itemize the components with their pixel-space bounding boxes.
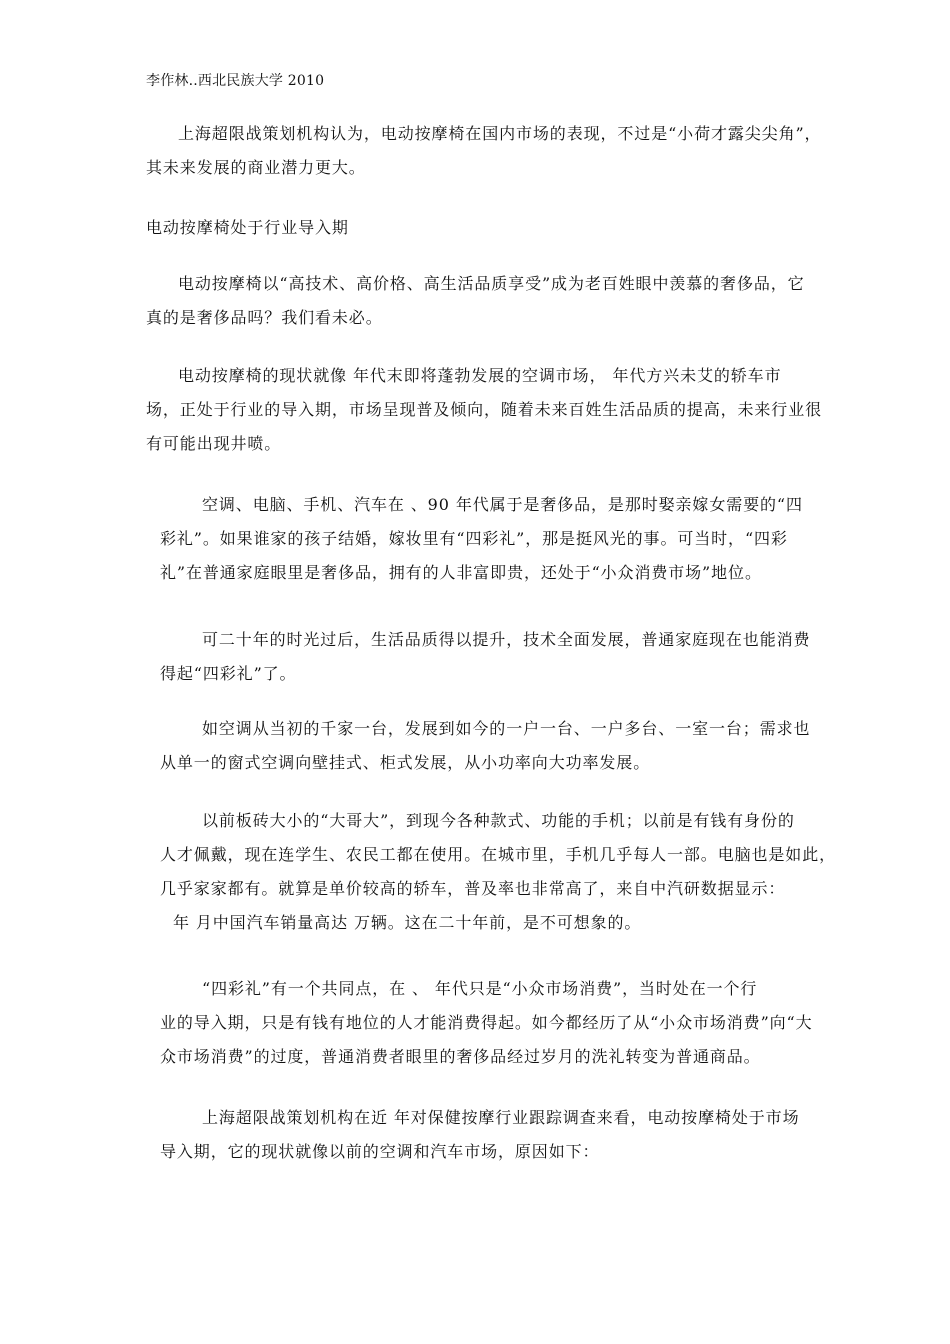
text-line: 电动按摩椅以“高技术、高价格、高生活品质享受”成为老百姓眼中羡慕的奢侈品，它 <box>178 274 805 293</box>
text-line: 真的是奢侈品吗？我们看未必。 <box>146 308 383 327</box>
paragraph-conclusion <box>160 1101 800 1169</box>
paragraph-common-point <box>160 972 813 1074</box>
text-line: 以前板砖大小的“大哥大”，到现今各种款式、功能的手机；以前是有钱有身份的 <box>202 811 795 830</box>
paragraph-air-conditioner <box>160 712 810 780</box>
text-line: 上海超限战策划机构认为，电动按摩椅在国内市场的表现，不过是“小荷才露尖尖角”， <box>178 124 822 143</box>
paragraph-twenty-years <box>160 623 810 691</box>
page-header: 李作林..西北民族大学 2010 <box>146 73 325 89</box>
text-line: 其未来发展的商业潜力更大。 <box>146 158 366 177</box>
text-line: 业的导入期，只是有钱有地位的人才能消费得起。如今都经历了从“小众市场消费”向“大 <box>160 1013 813 1032</box>
text-line: 空调、电脑、手机、汽车在 、90 年代属于是奢侈品，是那时娶亲嫁女需要的“四 <box>202 495 803 514</box>
paragraph-intro <box>146 117 821 185</box>
text-line: 如空调从当初的千家一台，发展到如今的一户一台、一户多台、一室一台；需求也 <box>202 719 811 738</box>
text-line: 人才佩戴，现在连学生、农民工都在使用。在城市里，手机几乎每人一部。电脑也是如此， <box>160 845 837 864</box>
text-line: 礼”在普通家庭眼里是奢侈品，拥有的人非富即贵，还处于“小众消费市场”地位。 <box>160 563 762 582</box>
text-line: 年 月中国汽车销量高达 万辆。这在二十年前，是不可想象的。 <box>173 913 642 932</box>
text-line: 可二十年的时光过后，生活品质得以提升，技术全面发展，普通家庭现在也能消费 <box>202 630 811 649</box>
text-line: 有可能出现井喷。 <box>146 434 282 453</box>
paragraph-current-state <box>146 359 822 461</box>
paragraph-four-gifts <box>160 488 803 590</box>
text-line: 彩礼”。如果谁家的孩子结婚，嫁妆里有“四彩礼”，那是挺风光的事。可当时，“四彩 <box>160 529 788 548</box>
text-line: 导入期，它的现状就像以前的空调和汽车市场，原因如下： <box>160 1142 600 1161</box>
paragraph-luxury-question <box>146 267 805 335</box>
section-heading <box>146 211 349 245</box>
text-line: 几乎家家都有。就算是单价较高的轿车，普及率也非常高了，来自中汽研数据显示： <box>160 879 786 898</box>
text-line: 电动按摩椅处于行业导入期 <box>146 218 349 237</box>
paragraph-phones-cars <box>160 804 836 940</box>
text-line: 电动按摩椅的现状就像 年代末即将蓬勃发展的空调市场， 年代方兴未艾的轿车市 <box>178 366 782 385</box>
text-line: 众市场消费”的过度，普通消费者眼里的奢侈品经过岁月的洗礼转变为普通商品。 <box>160 1047 761 1066</box>
text-line: 场，正处于行业的导入期，市场呈现普及倾向，随着未来百姓生活品质的提高，未来行业很 <box>146 400 823 419</box>
text-line: 从单一的窗式空调向壁挂式、柜式发展，从小功率向大功率发展。 <box>160 753 651 772</box>
text-line: 上海超限战策划机构在近 年对保健按摩行业跟踪调查来看，电动按摩椅处于市场 <box>202 1108 800 1127</box>
text-line: 得起“四彩礼”了。 <box>160 664 297 683</box>
text-line: “四彩礼”有一个共同点，在 、 年代只是“小众市场消费”，当时处在一个行 <box>202 979 758 998</box>
